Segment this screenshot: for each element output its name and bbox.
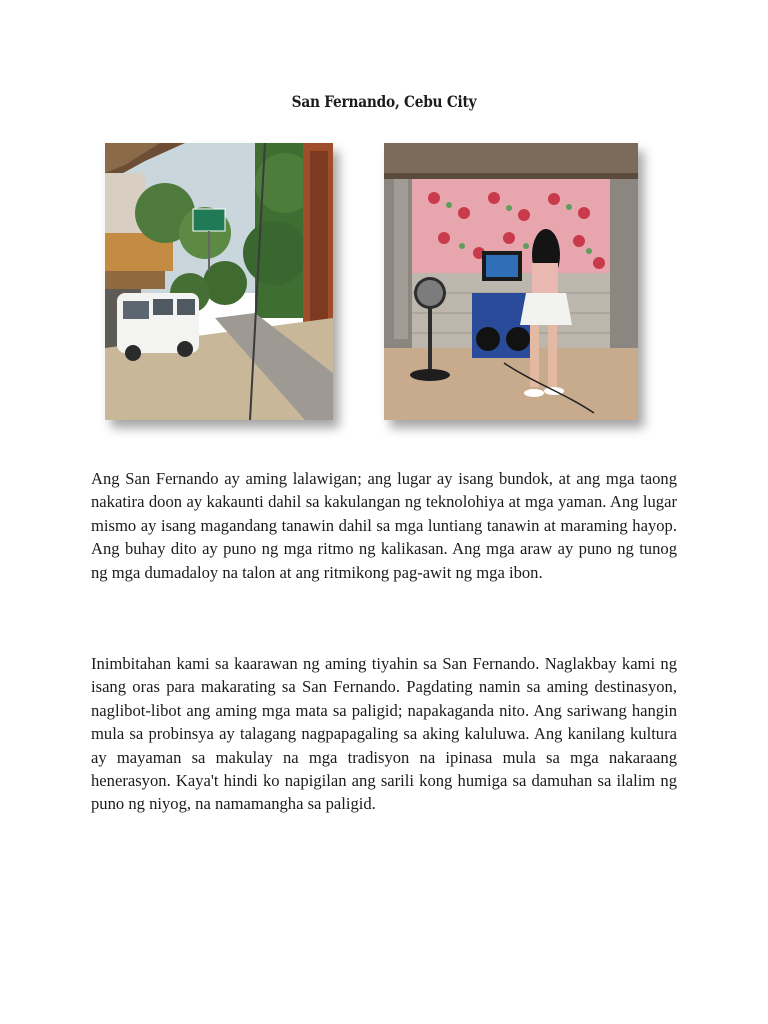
paragraph-visit: Inimbitahan kami sa kaarawan ng aming tiyahin sa San Fernando. Naglakbay kami ng isang oras para makarating sa San Fernando. Pagdating namin sa aming destinasyon, naglibot-libot ang aming mga mata sa paligid; napakaganda nito. Ang sariwang hangin mula sa probinsya ay talagang nagpapagaling sa aking kaluluwa. Ang kanilang kultura ay mayaman sa makulay na mga tradisyon na ipinasa mula sa mga nakaraang henerasyon. Kaya't hindi ko napigilan ang sarili kong humiga sa damuhan sa ilalim ng puno ng niyog, na namamangha sa paligid. xyxy=(91,654,677,814)
road-photo xyxy=(105,143,333,420)
karaoke-photo xyxy=(384,143,638,420)
page-title: San Fernando, Cebu City xyxy=(291,92,477,111)
paragraph-intro: Ang San Fernando ay aming lalawigan; ang lugar ay isang bundok, at ang mga taong nakatira doon ay kakaunti dahil sa kakulangan ng teknolohiya at mga yaman. Ang lugar mismo ay isang magandang tanawin dahil sa mga luntiang tanawin at maraming hayop. Ang buhay dito ay puno ng mga ritmo ng kalikasan. Ang mga araw ay puno ng tunog ng mga dumadaloy na talon at ang ritmikong pag-awit ng mga ibon. xyxy=(91,469,677,582)
